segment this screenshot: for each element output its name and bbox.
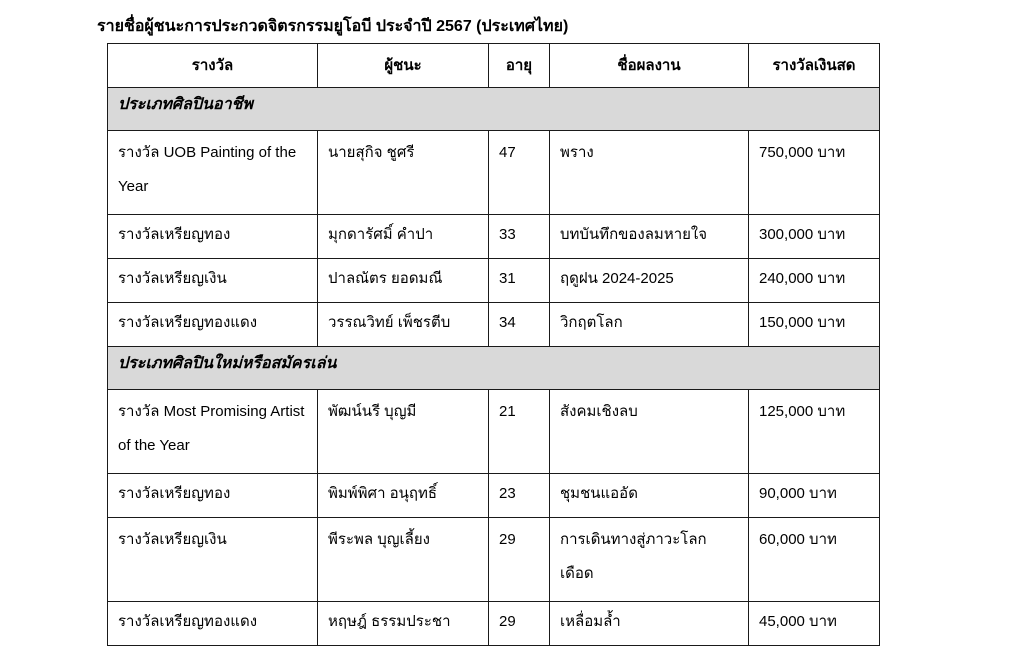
age-cell: 29 — [489, 518, 550, 602]
prize-cell: 300,000 บาท — [749, 215, 880, 259]
table-row — [108, 474, 880, 518]
award-cell: รางวัลเหรียญทอง — [108, 215, 318, 259]
age-cell: 21 — [489, 390, 550, 474]
winner-cell: นายสุกิจ ชูศรี — [318, 131, 489, 215]
winner-cell: มุกดารัศมิ์ คำปา — [318, 215, 489, 259]
table-header-row — [108, 44, 880, 88]
column-header-work: ชื่อผลงาน — [550, 44, 749, 88]
winner-cell: วรรณวิทย์ เพ็ชรตีบ — [318, 303, 489, 347]
award-cell: รางวัลเหรียญทองแดง — [108, 602, 318, 646]
table-row — [108, 131, 880, 215]
age-cell: 31 — [489, 259, 550, 303]
column-header-award: รางวัล — [108, 44, 318, 88]
work-cell: การเดินทางสู่ภาวะโลกเดือด — [550, 518, 749, 602]
work-cell: เหลื่อมล้ำ — [550, 602, 749, 646]
prize-cell: 60,000 บาท — [749, 518, 880, 602]
category-row — [108, 88, 880, 131]
age-cell: 34 — [489, 303, 550, 347]
winners-table — [107, 43, 880, 646]
age-cell: 33 — [489, 215, 550, 259]
work-cell: ชุมชนแออัด — [550, 474, 749, 518]
category-professional-label: ประเภทศิลปินอาชีพ — [108, 88, 880, 131]
prize-cell: 750,000 บาท — [749, 131, 880, 215]
table-row — [108, 518, 880, 602]
work-cell: พราง — [550, 131, 749, 215]
award-cell: รางวัล Most Promising Artist of the Year — [108, 390, 318, 474]
prize-cell: 125,000 บาท — [749, 390, 880, 474]
category-row — [108, 347, 880, 390]
work-cell: วิกฤตโลก — [550, 303, 749, 347]
work-cell: บทบันทึกของลมหายใจ — [550, 215, 749, 259]
table-row — [108, 303, 880, 347]
winner-cell: ปาลณัตร ยอดมณี — [318, 259, 489, 303]
award-cell: รางวัล UOB Painting of the Year — [108, 131, 318, 215]
prize-cell: 150,000 บาท — [749, 303, 880, 347]
winner-cell: พัฒน์นรี บุญมี — [318, 390, 489, 474]
award-cell: รางวัลเหรียญเงิน — [108, 518, 318, 602]
table-row — [108, 390, 880, 474]
winner-cell: พีระพล บุญเลี้ยง — [318, 518, 489, 602]
age-cell: 47 — [489, 131, 550, 215]
table-row — [108, 259, 880, 303]
award-cell: รางวัลเหรียญทอง — [108, 474, 318, 518]
prize-cell: 90,000 บาท — [749, 474, 880, 518]
prize-cell: 240,000 บาท — [749, 259, 880, 303]
winner-cell: หฤษฎ์ ธรรมประชา — [318, 602, 489, 646]
winner-cell: พิมพ์พิศา อนุฤทธิ์ — [318, 474, 489, 518]
work-cell: สังคมเชิงลบ — [550, 390, 749, 474]
award-cell: รางวัลเหรียญทองแดง — [108, 303, 318, 347]
table-row — [108, 215, 880, 259]
award-cell: รางวัลเหรียญเงิน — [108, 259, 318, 303]
column-header-winner: ผู้ชนะ — [318, 44, 489, 88]
category-new-artist-label: ประเภทศิลปินใหม่หรือสมัครเล่น — [108, 347, 880, 390]
table-row — [108, 602, 880, 646]
prize-cell: 45,000 บาท — [749, 602, 880, 646]
document-title: รายชื่อผู้ชนะการประกวดจิตรกรรมยูโอบี ประจำปี 2567 (ประเทศไทย) — [97, 18, 569, 35]
column-header-age: อายุ — [489, 44, 550, 88]
work-cell: ฤดูฝน 2024-2025 — [550, 259, 749, 303]
column-header-prize: รางวัลเงินสด — [749, 44, 880, 88]
age-cell: 23 — [489, 474, 550, 518]
age-cell: 29 — [489, 602, 550, 646]
